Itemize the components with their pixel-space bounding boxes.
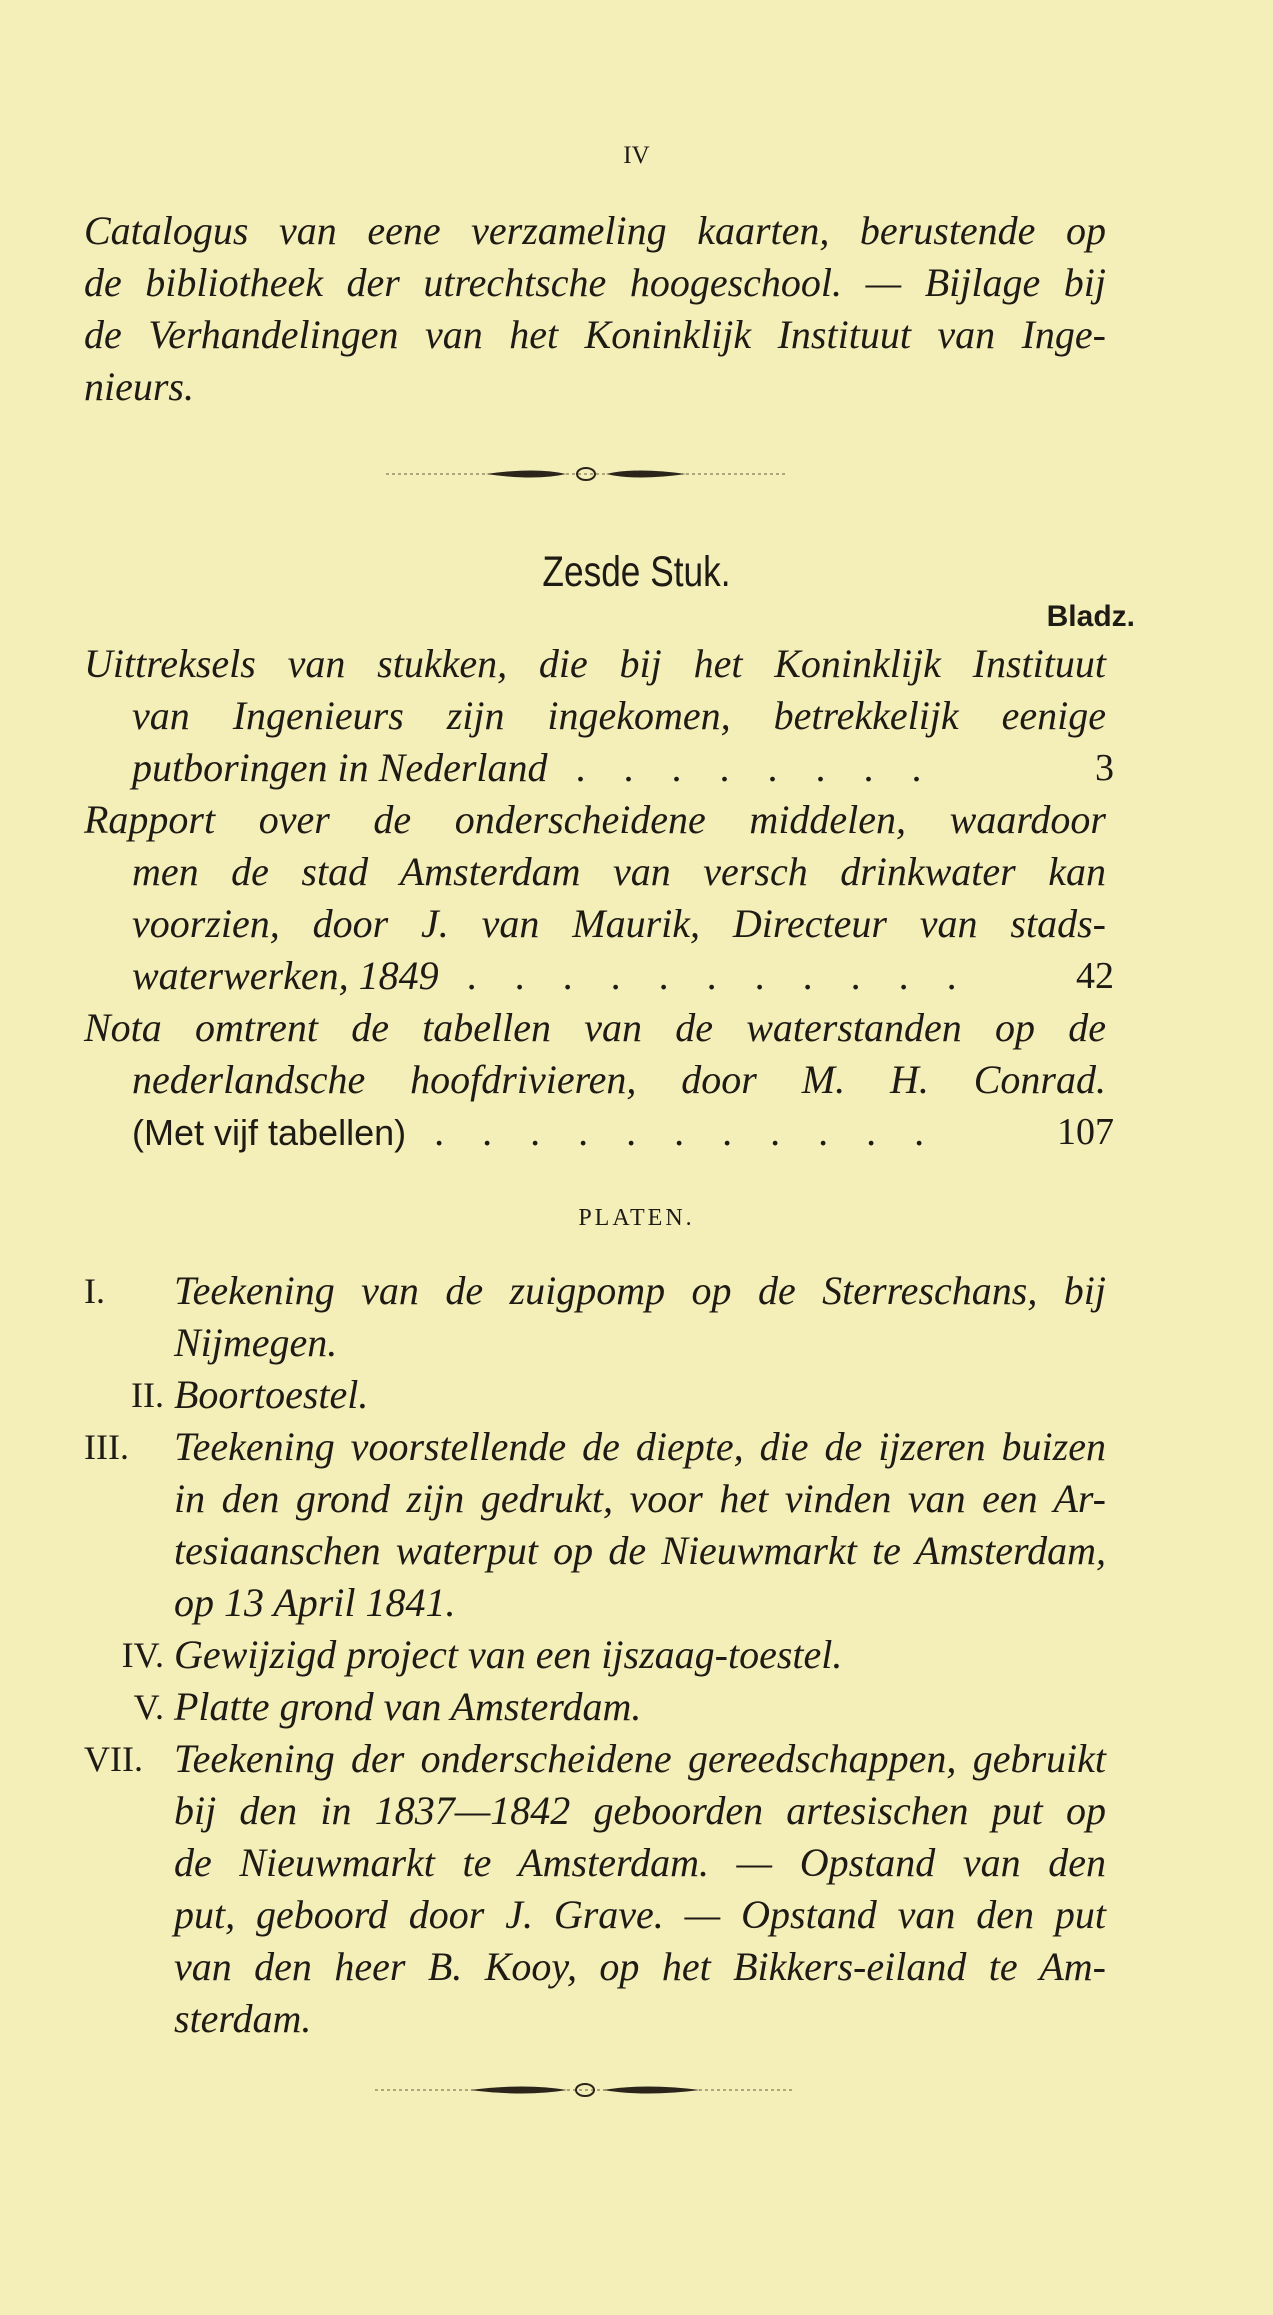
toc-entry-line: Rapport over de onderscheidene middelen, waardoor — [84, 797, 1106, 842]
catalogus-line: de Verhandelingen van het Koninklijk Instituut van Inge- — [84, 312, 1106, 357]
leader-dots: . . . . . . . . — [575, 745, 936, 790]
toc-entry-text: (Met vijf tabellen) — [132, 1112, 407, 1153]
plate-item-continued — [84, 1525, 1106, 1577]
section-title: Zesde Stuk. — [542, 548, 731, 596]
toc-page-number: 42 — [1076, 955, 1114, 997]
plate-item — [84, 1629, 1106, 1681]
plate-number: V. — [133, 1687, 164, 1727]
plate-item-continued — [84, 1837, 1106, 1889]
plate-text: Boortoestel. — [174, 1372, 369, 1417]
plate-item-continued — [84, 1785, 1106, 1837]
plate-item-continued — [84, 1941, 1106, 1993]
catalogus-line: de bibliotheek der utrechtsche hoogeschool. — Bijlage bij — [84, 260, 1106, 305]
toc-entry-line: voorzien, door J. van Maurik, Directeur van stads- — [132, 901, 1106, 946]
ornament-divider-top — [386, 466, 786, 482]
plates-heading: PLATEN. — [578, 1205, 695, 1231]
toc-entry-last-line — [84, 950, 1114, 1002]
plate-text: Teekening van de zuigpomp op de Sterreschans, bij — [174, 1268, 1106, 1313]
plate-item — [84, 1681, 1106, 1733]
toc-page-number: 3 — [1095, 747, 1114, 789]
plate-number: VII. — [84, 1739, 143, 1779]
toc-entry-line: Nota omtrent de tabellen van de waterstanden op de — [84, 1005, 1106, 1050]
toc-entry-line: men de stad Amsterdam van versch drinkwater kan — [132, 849, 1106, 894]
plate-text: sterdam. — [174, 1996, 312, 2041]
plate-item — [84, 1733, 1106, 1785]
leader-dots: . . . . . . . . . . . — [434, 1109, 939, 1154]
plate-text: van den heer B. Kooy, op het Bikkers-eiland te Am- — [174, 1944, 1106, 1989]
ornament-divider-bottom — [375, 2082, 795, 2098]
plate-text: Platte grond van Amsterdam. — [174, 1684, 642, 1729]
plate-text: in den grond zijn gedrukt, voor het vinden van een Ar- — [174, 1476, 1106, 1521]
plate-text: Teekening der onderscheidene gereedschappen, gebruikt — [174, 1736, 1106, 1781]
catalogus-line: nieurs. — [84, 364, 194, 409]
plate-number: I. — [84, 1271, 105, 1311]
table-of-contents — [84, 638, 1114, 1158]
plate-text: Teekening voorstellende de diepte, die de ijzeren buizen — [174, 1424, 1106, 1469]
toc-entry-line: van Ingenieurs zijn ingekomen, betrekkelijk eenige — [132, 693, 1106, 738]
plate-text: tesiaanschen waterput op de Nieuwmarkt te Amsterdam, — [174, 1528, 1106, 1573]
plate-number: III. — [84, 1427, 129, 1467]
catalogus-paragraph — [84, 205, 1106, 413]
plate-item — [84, 1265, 1106, 1317]
plate-text: bij den in 1837—1842 geboorden artesischen put op — [174, 1788, 1106, 1833]
toc-entry-last-line — [84, 1106, 1114, 1158]
plate-item-continued — [84, 1473, 1106, 1525]
plate-item-continued — [84, 1577, 1106, 1629]
plate-text: de Nieuwmarkt te Amsterdam. — Opstand van den — [174, 1840, 1106, 1885]
plate-item-continued — [84, 1889, 1106, 1941]
plate-text: op 13 April 1841. — [174, 1580, 456, 1625]
plate-number: IV. — [121, 1635, 164, 1675]
toc-entry-text: waterwerken, 1849 — [132, 953, 439, 998]
toc-entry-line: nederlandsche hoofdrivieren, door M. H. Conrad. — [132, 1057, 1106, 1102]
toc-entry-text: putboringen in Nederland — [132, 745, 548, 790]
page-number: IV — [623, 142, 650, 169]
toc-entry-line: Uittreksels van stukken, die bij het Koninklijk Instituut — [84, 641, 1106, 686]
plate-text: Gewijzigd project van een ijszaag-toestel. — [174, 1632, 843, 1677]
leader-dots: . . . . . . . . . . . — [466, 953, 971, 998]
catalogus-line: Catalogus van eene verzameling kaarten, berustende op — [84, 208, 1106, 253]
plate-text: put, geboord door J. Grave. — Opstand van den put — [174, 1892, 1106, 1937]
page-column-label: Bladz. — [1046, 600, 1135, 633]
plates-list — [84, 1265, 1106, 2045]
plate-item — [84, 1369, 1106, 1421]
plate-number: II. — [131, 1375, 164, 1415]
plate-item — [84, 1421, 1106, 1473]
toc-page-number: 107 — [1057, 1111, 1114, 1153]
toc-entry-last-line — [84, 742, 1114, 794]
plate-item-continued — [84, 1317, 1106, 1369]
plate-text: Nijmegen. — [174, 1320, 338, 1365]
plate-item-continued — [84, 1993, 1106, 2045]
